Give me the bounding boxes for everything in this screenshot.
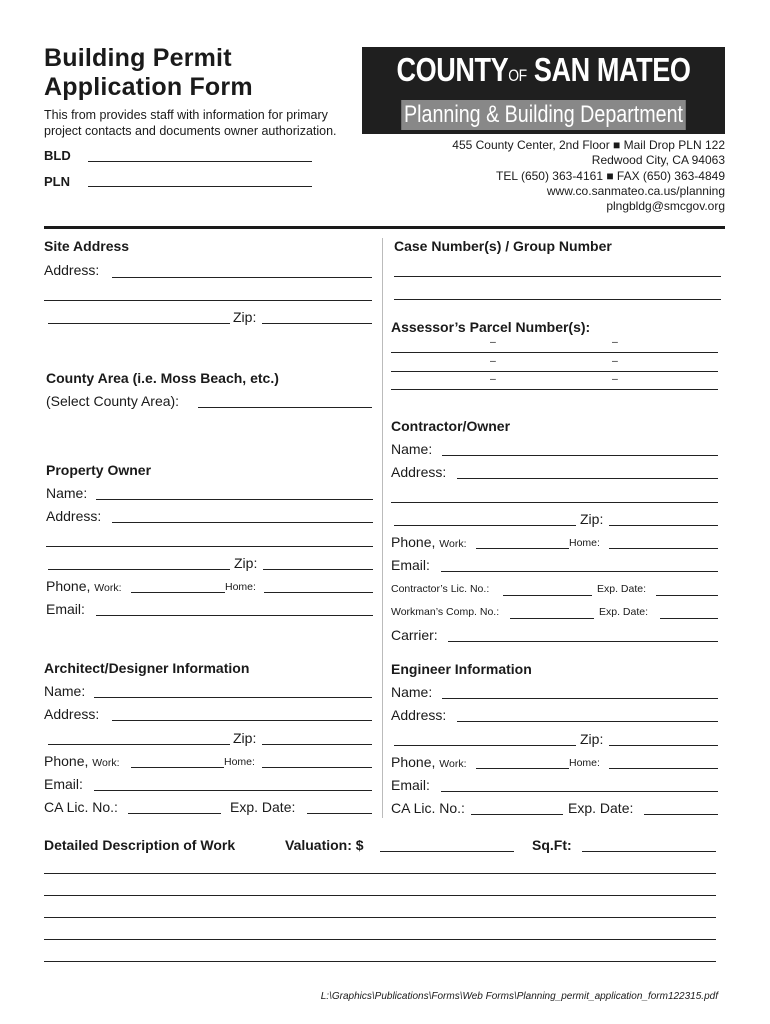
engineer-email-field[interactable] xyxy=(441,791,718,792)
contractor-name-label: Name: xyxy=(391,441,433,457)
owner-home-label: Home: xyxy=(225,581,256,593)
architect-home-phone-field[interactable] xyxy=(262,767,372,768)
work-word: Work: xyxy=(94,582,122,594)
owner-city-field[interactable] xyxy=(48,569,230,570)
engineer-home-phone-field[interactable] xyxy=(609,768,718,769)
website: www.co.sanmateo.ca.us/planning xyxy=(546,183,725,198)
description-line-1[interactable] xyxy=(44,873,716,874)
description-line-3[interactable] xyxy=(44,917,716,918)
owner-address-field[interactable] xyxy=(112,522,373,523)
address-line2: Redwood City, CA 94063 xyxy=(591,153,725,168)
engineer-lic-label: CA Lic. No.: xyxy=(391,800,465,816)
contractor-zip-field[interactable] xyxy=(609,525,718,526)
architect-zip-field[interactable] xyxy=(262,744,372,745)
apn-field-2[interactable] xyxy=(391,371,718,372)
architect-heading: Architect/Designer Information xyxy=(44,660,250,676)
phone-fax: TEL (650) 363-4161 ■ FAX (650) 363-4849 xyxy=(496,168,725,183)
apn-heading: Assessor’s Parcel Number(s): xyxy=(391,319,591,335)
department-contact xyxy=(452,138,725,214)
site-address-heading: Site Address xyxy=(44,238,130,254)
architect-address-field[interactable] xyxy=(112,720,372,721)
work-word: Work: xyxy=(439,538,467,550)
description-line-2[interactable] xyxy=(44,895,716,896)
engineer-name-label: Name: xyxy=(391,684,433,700)
contractor-lic-field[interactable] xyxy=(503,595,592,596)
contractor-zip-label: Zip: xyxy=(580,511,604,527)
engineer-phone-label xyxy=(391,754,467,770)
description-line-5[interactable] xyxy=(44,961,716,962)
form-title xyxy=(44,44,253,102)
column-divider xyxy=(382,238,383,818)
engineer-exp-field[interactable] xyxy=(644,814,718,815)
site-address-field-2[interactable] xyxy=(44,300,372,301)
county-of: OF xyxy=(508,66,527,85)
owner-name-field[interactable] xyxy=(96,499,373,500)
owner-work-phone-field[interactable] xyxy=(131,592,225,593)
carrier-label: Carrier: xyxy=(391,627,438,643)
county-area-field[interactable] xyxy=(198,407,372,408)
contractor-home-phone-field[interactable] xyxy=(609,548,718,549)
contractor-home-label: Home: xyxy=(569,537,600,549)
case-number-field-1[interactable] xyxy=(394,276,721,277)
engineer-exp-label: Exp. Date: xyxy=(568,800,634,816)
architect-city-field[interactable] xyxy=(48,744,230,745)
architect-name-label: Name: xyxy=(44,683,86,699)
architect-email-label: Email: xyxy=(44,776,83,792)
case-number-field-2[interactable] xyxy=(394,299,721,300)
engineer-email-label: Email: xyxy=(391,777,430,793)
engineer-city-field[interactable] xyxy=(394,745,576,746)
valuation-field[interactable] xyxy=(380,851,514,852)
architect-email-field[interactable] xyxy=(94,790,372,791)
owner-phone-label xyxy=(46,578,122,594)
architect-phone-label xyxy=(44,753,120,769)
bld-label: BLD xyxy=(44,148,71,163)
contractor-address-label: Address: xyxy=(391,464,447,480)
site-address-field[interactable] xyxy=(112,277,372,278)
contractor-heading: Contractor/Owner xyxy=(391,418,511,434)
pln-label: PLN xyxy=(44,174,70,189)
work-word: Work: xyxy=(92,757,120,769)
engineer-lic-field[interactable] xyxy=(471,814,563,815)
apn-dash: – xyxy=(490,373,496,385)
owner-address-label: Address: xyxy=(46,508,102,524)
contractor-address-field[interactable] xyxy=(457,478,718,479)
owner-name-label: Name: xyxy=(46,485,88,501)
apn-dash: – xyxy=(612,355,618,367)
form-title-line2: Application Form xyxy=(44,73,253,101)
architect-work-phone-field[interactable] xyxy=(131,767,224,768)
county-name xyxy=(395,51,693,89)
carrier-field[interactable] xyxy=(448,641,718,642)
site-zip-field[interactable] xyxy=(262,323,372,324)
apn-field-1[interactable] xyxy=(391,352,718,353)
contractor-exp-label: Exp. Date: xyxy=(597,583,647,595)
contractor-phone-label xyxy=(391,534,467,550)
owner-email-field[interactable] xyxy=(96,615,373,616)
architect-address-label: Address: xyxy=(44,706,100,722)
workman-comp-label: Workman’s Comp. No.: xyxy=(391,606,500,618)
county-area-heading: County Area (i.e. Moss Beach, etc.) xyxy=(46,370,279,386)
engineer-home-label: Home: xyxy=(569,757,600,769)
architect-lic-field[interactable] xyxy=(128,813,221,814)
site-zip-label: Zip: xyxy=(233,309,257,325)
contractor-lic-label: Contractor’s Lic. No.: xyxy=(391,583,490,595)
architect-exp-field[interactable] xyxy=(307,813,372,814)
architect-name-field[interactable] xyxy=(94,697,372,698)
county-logo xyxy=(362,47,725,134)
contractor-email-label: Email: xyxy=(391,557,430,573)
engineer-address-label: Address: xyxy=(391,707,447,723)
workman-comp-field[interactable] xyxy=(510,618,594,619)
owner-home-phone-field[interactable] xyxy=(264,592,373,593)
apn-field-3[interactable] xyxy=(391,389,718,390)
architect-home-label: Home: xyxy=(224,756,255,768)
workman-exp-field[interactable] xyxy=(660,618,718,619)
form-title-line1: Building Permit xyxy=(44,44,232,72)
owner-zip-field[interactable] xyxy=(263,569,373,570)
phone-word: Phone, xyxy=(391,534,436,550)
site-city-field[interactable] xyxy=(48,323,230,324)
description-line-4[interactable] xyxy=(44,939,716,940)
case-number-heading: Case Number(s) / Group Number xyxy=(394,238,612,254)
contractor-work-phone-field[interactable] xyxy=(476,548,569,549)
section-divider xyxy=(44,226,725,229)
apn-dash: – xyxy=(490,355,496,367)
phone-word: Phone, xyxy=(46,578,91,594)
engineer-zip-label: Zip: xyxy=(580,731,604,747)
apn-dash: – xyxy=(490,336,496,348)
engineer-work-phone-field[interactable] xyxy=(476,768,569,769)
phone-word: Phone, xyxy=(44,753,89,769)
department-name: Planning & Building Department xyxy=(401,100,686,130)
engineer-zip-field[interactable] xyxy=(609,745,718,746)
contractor-name-field[interactable] xyxy=(442,455,718,456)
description-heading: Detailed Description of Work xyxy=(44,837,236,853)
contractor-email-field[interactable] xyxy=(441,571,718,572)
contractor-address-field-2[interactable] xyxy=(391,502,718,503)
workman-exp-label: Exp. Date: xyxy=(599,606,649,618)
engineer-address-field[interactable] xyxy=(457,721,718,722)
owner-email-label: Email: xyxy=(46,601,85,617)
form-intro: This from provides staff with information for primary project contacts and documents owner authorization. xyxy=(44,108,337,138)
sqft-field[interactable] xyxy=(582,851,716,852)
file-path-footer: L:\Graphics\Publications\Forms\Web Forms\Planning_permit_application_form122315.pdf xyxy=(320,991,718,1002)
architect-zip-label: Zip: xyxy=(233,730,257,746)
contractor-city-field[interactable] xyxy=(394,525,576,526)
contractor-exp-field[interactable] xyxy=(656,595,718,596)
phone-word: Phone, xyxy=(391,754,436,770)
sqft-label: Sq.Ft: xyxy=(532,837,572,853)
county-word: COUNTY xyxy=(396,51,509,88)
county-san-mateo: SAN MATEO xyxy=(533,51,691,88)
work-word: Work: xyxy=(439,758,467,770)
owner-zip-label: Zip: xyxy=(234,555,258,571)
owner-address-field-2[interactable] xyxy=(46,546,373,547)
valuation-label: Valuation: $ xyxy=(285,837,364,853)
select-county-label: (Select County Area): xyxy=(46,393,180,409)
apn-dash: – xyxy=(612,373,618,385)
address-line1: 455 County Center, 2nd Floor ■ Mail Drop PLN 122 xyxy=(452,138,725,152)
engineer-name-field[interactable] xyxy=(442,698,718,699)
apn-dash: – xyxy=(612,336,618,348)
architect-lic-label: CA Lic. No.: xyxy=(44,799,118,815)
site-address-label: Address: xyxy=(44,262,100,278)
pln-field[interactable] xyxy=(88,186,312,187)
bld-field[interactable] xyxy=(88,161,312,162)
engineer-heading: Engineer Information xyxy=(391,661,532,677)
property-owner-heading: Property Owner xyxy=(46,462,152,478)
architect-exp-label: Exp. Date: xyxy=(230,799,296,815)
email-address: plngbldg@smcgov.org xyxy=(606,199,725,214)
